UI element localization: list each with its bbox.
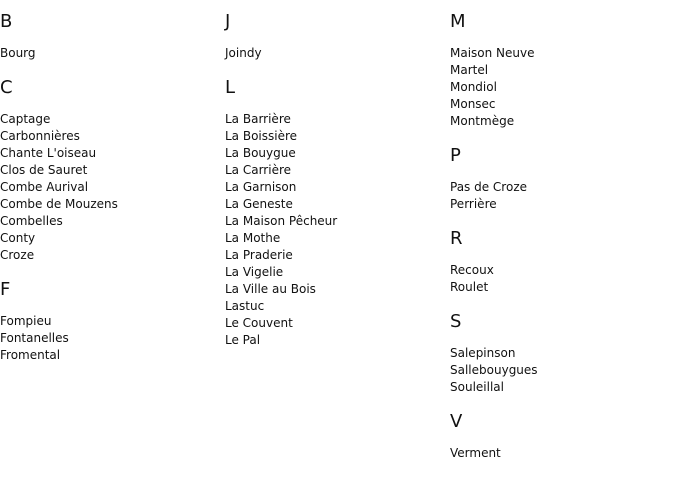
list-item[interactable]: Bourg (0, 46, 36, 60)
list-item[interactable]: Carbonnières (0, 129, 80, 143)
list-item[interactable]: Fontanelles (0, 331, 69, 345)
list-item[interactable]: Croze (0, 248, 35, 262)
list-item[interactable]: Fromental (0, 348, 61, 362)
index-column-2 (225, 10, 445, 349)
section-letter-c: C (0, 77, 13, 98)
section-letter-j: J (225, 11, 231, 32)
list-item[interactable]: Combelles (0, 214, 63, 228)
section-m (450, 10, 670, 130)
index-column-1 (0, 10, 220, 364)
section-list-r (450, 262, 670, 296)
section-list-l (225, 111, 445, 349)
list-item[interactable]: Verment (450, 446, 501, 460)
section-letter-v: V (450, 411, 463, 432)
section-list-j (225, 45, 445, 62)
list-item[interactable]: Le Couvent (225, 316, 293, 330)
section-r (450, 227, 670, 296)
list-item[interactable]: Souleillal (450, 380, 504, 394)
section-letter-s: S (450, 311, 462, 332)
section-letter-p: P (450, 145, 461, 166)
list-item[interactable]: Roulet (450, 280, 489, 294)
section-list-v (450, 445, 670, 462)
list-item[interactable]: La Praderie (225, 248, 293, 262)
list-item[interactable]: La Ville au Bois (225, 282, 316, 296)
list-item[interactable]: Combe Aurival (0, 180, 89, 194)
list-item[interactable]: La Boissière (225, 129, 298, 143)
list-item[interactable]: Combe de Mouzens (0, 197, 118, 211)
section-letter-f: F (0, 279, 11, 300)
section-letter-r: R (450, 228, 463, 249)
list-item[interactable]: Conty (0, 231, 36, 245)
list-item[interactable]: La Barrière (225, 112, 291, 126)
section-s (450, 310, 670, 396)
list-item[interactable]: Monsec (450, 97, 496, 111)
section-j (225, 10, 445, 62)
section-letter-m: M (450, 11, 466, 32)
section-v (450, 410, 670, 462)
list-item[interactable]: La Geneste (225, 197, 293, 211)
section-p (450, 144, 670, 213)
list-item[interactable]: Chante L'oiseau (0, 146, 97, 160)
list-item[interactable]: Clos de Sauret (0, 163, 88, 177)
list-item[interactable]: Captage (0, 112, 51, 126)
section-letter-b: B (0, 11, 13, 32)
list-item[interactable]: La Mothe (225, 231, 281, 245)
list-item[interactable]: La Vigelie (225, 265, 284, 279)
list-item[interactable]: La Garnison (225, 180, 297, 194)
list-item[interactable]: Mondiol (450, 80, 497, 94)
list-item[interactable]: La Bouygue (225, 146, 296, 160)
list-item[interactable]: La Carrière (225, 163, 292, 177)
list-item[interactable]: Maison Neuve (450, 46, 535, 60)
section-f (0, 278, 220, 364)
section-list-c (0, 111, 220, 264)
index-column-3 (450, 10, 670, 462)
list-item[interactable]: Salepinson (450, 346, 516, 360)
section-list-b (0, 45, 220, 62)
section-letter-l: L (225, 77, 236, 98)
section-b (0, 10, 220, 62)
list-item[interactable]: Fompieu (0, 314, 52, 328)
list-item[interactable]: Sallebouygues (450, 363, 538, 377)
list-item[interactable]: Le Pal (225, 333, 261, 347)
section-list-f (0, 313, 220, 364)
section-list-m (450, 45, 670, 130)
section-list-p (450, 179, 670, 213)
section-list-s (450, 345, 670, 396)
list-item[interactable]: Recoux (450, 263, 494, 277)
list-item[interactable]: Martel (450, 63, 489, 77)
section-c (0, 76, 220, 264)
list-item[interactable]: Perrière (450, 197, 497, 211)
list-item[interactable]: Joindy (225, 46, 262, 60)
section-l (225, 76, 445, 349)
list-item[interactable]: Montmège (450, 114, 515, 128)
list-item[interactable]: La Maison Pêcheur (225, 214, 338, 228)
list-item[interactable]: Lastuc (225, 299, 265, 313)
list-item[interactable]: Pas de Croze (450, 180, 528, 194)
